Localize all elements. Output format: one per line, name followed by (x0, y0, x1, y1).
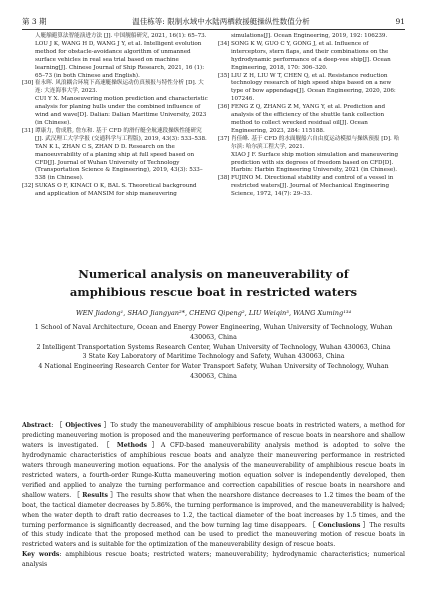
reference-item: 人艇艏避算法智能演进方法 [J]. 中国舰船研究, 2021, 16(1): 65–73. (35, 33, 207, 39)
abstract (22, 421, 405, 570)
keywords-label: Key words (22, 551, 60, 559)
affiliation: 4 National Engineering Research Center for Water Transport Safety, Wuhan University of Technology, Wuhan 430063, China (38, 363, 389, 380)
reference-item: XIAO J F. Surface ship motion simulation and maneuvering prediction with six degrees of freedom based on CFD[D]. Harbin: Harbin Engineering University, 2021 (in Chinese). (231, 151, 399, 174)
author-list: WEN Jiadong¹, SHAO Jiangyan²*, CHENG Qipeng², LIU Weiqin³, WANG Xuming¹³⁴ (75, 309, 352, 317)
affiliations (30, 323, 397, 382)
keywords-text: : amphibious rescue boats; restricted waters; maneuverability; hydrodynamic characteristics; numerical analysis (22, 551, 406, 569)
abstract-body: Abstract: ［ Objectives ］To study the maneuverability of amphibious rescue boats in restricted waters, a method for predicting maneuvering motion is proposed and the maneuvering performance of rescue boats in nearshore and shallow waters is investigated. ［ Methods ］A CFD-based maneuverability analysis method is adopted to solve the hydrodynamic characteristics of amphibious rescue boats and analyze their maneuvering performance in restricted waters through maneuvering motion equations. For the analysis of the maneuverability of amphibious rescue boats in restricted waters, a fourth-order Runge-Kutta maneuvering motion equation solver is independently developed, then verified and applied to analyze the turning performance and correction capabilities of rescue boats in nearshore and shallow waters. ［ Results ］The results show that when the nearshore distance decreases to 1.2 times the beam of the boat, the tactical diameter decreases by 5.86%, the turning performance is improved, and the maneuverability is halved; when the water depth to draft ratio decreases to 1.2, the tactical diameter of the boat increases by 1.5 times, and the turning performance is significantly decreased, and the bow turning lag time disappears. ［ Conclusions ］The results of this study indicate that the proposed method can be used to predict the maneuvering motion of rescue boats in restricted waters and is suitable for the optimization of the maneuverability design of rescue boats. (22, 422, 406, 549)
title-line-2: amphibious rescue boat in restricted waters (69, 285, 358, 299)
reference-item: LOU J K, WANG H D, WANG J Y, et al. Intelligent evolution method for obstacle-avoidance algorithm of unmanned surface vehicles in real sea trial based on machine learning[J]. Chinese Journal of Ship Research, 2021, 16 (1): 65–73 (in both Chinese and English). (35, 40, 205, 79)
objectives-label: ［ Objectives ］ (55, 422, 111, 429)
paper-title (22, 265, 405, 301)
affiliation: 1 School of Naval Architecture, Ocean and Energy Power Engineering, Wuhan University of Technology, Wuhan 430063, China (34, 324, 393, 341)
reference-item: [36] FENG Z Q, ZHANG Z M, YANG Y, et al. Prediction and analysis of the efficiency of the shuttle tank collection method to collect wrecked residual oil[J]. Ocean Engineering, 2023, 284: 115188. (218, 104, 386, 134)
header-rule (22, 29, 405, 30)
methods-text: A CFD-based maneuverability analysis method is adopted to solve the hydrodynamic characteristics of amphibious rescue boats and analyze their maneuvering performance in restricted waters through maneuvering motion equations. For the analysis of the maneuverability of amphibious rescue boats in restricted waters, a fourth-order Runge-Kutta maneuvering motion equation solver is independently developed, then verified and applied to analyze the turning performance and correction capabilities of rescue boats in nearshore and shallow waters. (22, 441, 406, 499)
running-header (22, 14, 405, 28)
objectives-text: To study the maneuverability of amphibious rescue boats in restricted waters, a method for predicting maneuvering motion is proposed and the maneuvering performance of rescue boats in nearshore and shallow waters is investigated. (22, 422, 405, 449)
references-left-column (22, 33, 208, 199)
reference-item: [38] FUJINO M. Directional stability and control of a vessel in restricted waters[J]. Journal of Mechanical Engineering Science, 1972, 14(7): 29–33. (218, 175, 394, 198)
methods-label: ［ Methods ］ (103, 441, 161, 449)
running-title: 温佳栋等: 限制水域中水陆两栖救援艇操纵性数值分析 (132, 16, 310, 26)
results-label: ［ Results ］ (73, 491, 117, 499)
reference-item: [30] 崔永晖. 风浪耦合环境下高速艇操纵运动仿真预报与特性分析 [D]. 大连: 大连海事大学, 2023. (22, 80, 204, 95)
reference-item: simulations[J]. Ocean Engineering, 2019, 192: 106239. (231, 33, 388, 39)
affiliation: 2 Intelligent Transportation Systems Research Center, Wuhan University of Technology, Wuhan 430063, China (36, 343, 391, 351)
reference-item: TAN K L, ZHAN C S, ZHAN D D. Research on the manoeuvrability of a planing ship at full speed based on CFD[J]. Journal of Wuhan University of Technology (Transportation Science & Engineering), 2019, 43(3): 533–538 (in Chinese). (35, 143, 203, 182)
reference-item: [31] 谭康力, 詹成胜, 詹东和. 基于 CFD 的滑行艇全航速段操纵性能研究 [J]. 武汉理工大学学报 (交通科学与工程版), 2019, 43(3): 533–538. (22, 127, 207, 142)
conclusions-label: ［ Conclusions ］ (309, 521, 370, 529)
reference-item: [35] LIU Z H, LIU W T, CHEN Q, et al. Resistance reduction technology research of high speed ships based on a new type of bow appendage[J]. Ocean Engineering, 2020, 206: 107246. (218, 72, 396, 103)
issue-label: 第 3 期 (22, 16, 47, 26)
reference-item: [32] SUKAS O F, KINACI O K, BAL S. Theoretical background and application of MANSIM for ship maneuvering (22, 183, 197, 198)
reference-item: [34] SONG K W, GUO C Y, GONG J, et al. Influence of interceptors, stern flaps, and their combinations on the hydrodynamic performance of a deep-vee ship[J]. Ocean Engineering, 2018, 170: 306–320. (218, 40, 391, 71)
keywords (22, 550, 405, 570)
references-section (22, 33, 405, 199)
reference-item: CUI Y X. Manoeuvering motion prediction and characteristic analysis for planing hulls under the combined influence of wind and wave[D]. Dalian: Dalian Maritime University, 2023 (in Chinese). (35, 96, 208, 126)
title-line-1: Numerical analysis on maneuverability of (78, 267, 349, 281)
conclusions-text: The results of this study indicate that the proposed method can be used to predict the maneuvering motion of rescue boats in restricted waters and is suitable for the optimization of the maneuverability design of rescue boats. (22, 521, 405, 549)
reference-item: [37] 肖佳峰. 基于 CFD 的水面舰船六自由度运动模拟与操纵预报 [D]. 哈尔滨: 哈尔滨工程大学, 2021. (218, 135, 400, 150)
page-number: 91 (395, 16, 405, 26)
references-right-column (218, 33, 404, 199)
results-text: The results show that when the nearshore distance decreases to 1.2 times the beam of the boat, the tactical diameter decreases by 5.86%, the turning performance is improved, and the maneuverability is halved; when the water depth to draft ratio decreases to 1.2, the tactical diameter of the boat increases by 1.5 times, and the turning performance is significantly decreased, and the bow turning lag time disappears. (22, 491, 406, 529)
abstract-label: Abstract (22, 422, 52, 429)
affiliation: 3 State Key Laboratory of Maritime Technology and Safety, Wuhan 430063, China (82, 353, 345, 361)
